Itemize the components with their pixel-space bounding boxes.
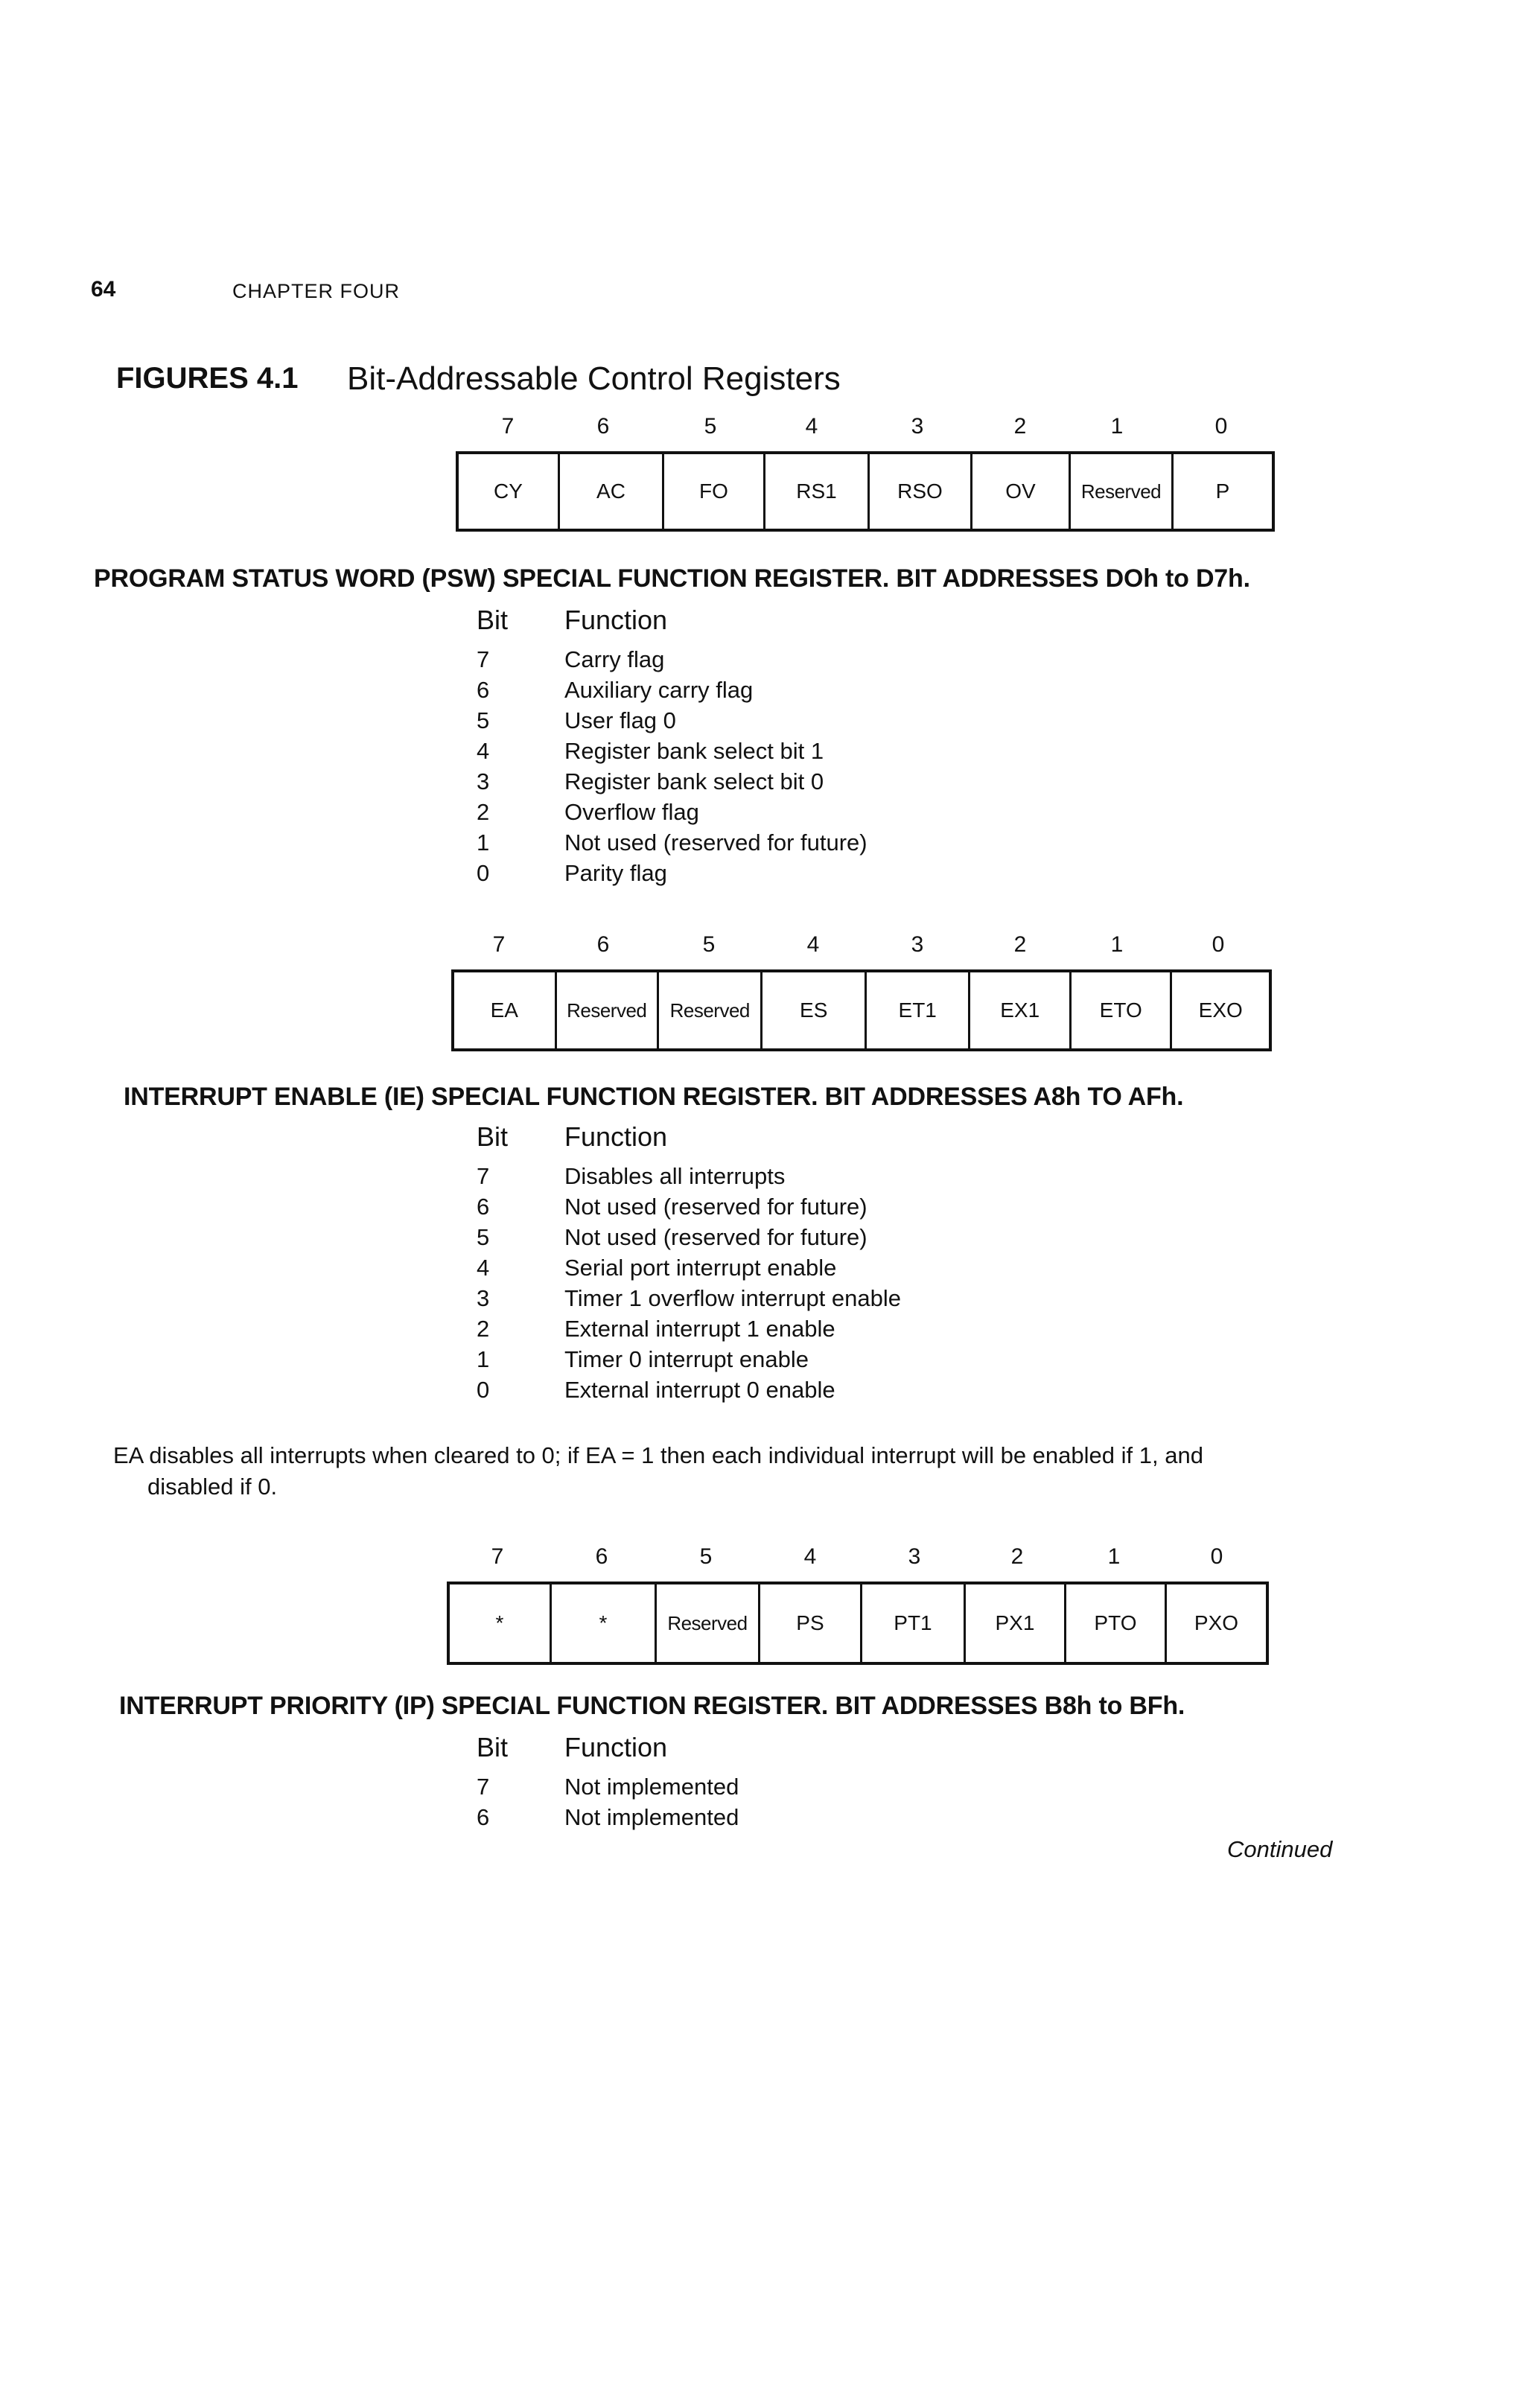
ie-cell-et0: ETO xyxy=(1072,972,1173,1048)
function-column-header: Function xyxy=(564,605,668,635)
ip-cell-ps: PS xyxy=(760,1584,862,1662)
bit-number: 4 xyxy=(806,932,820,957)
bit-number: 5 xyxy=(699,1544,713,1569)
function-text: External interrupt 1 enable xyxy=(564,1316,835,1342)
ip-cell-px0: PXO xyxy=(1194,1611,1239,1634)
bit-column-header: Bit xyxy=(477,605,509,635)
bit-number: 4 xyxy=(805,414,818,439)
bit-column-header: Bit xyxy=(477,1121,509,1152)
psw-register-diagram xyxy=(0,414,1525,541)
function-text: Not used (reserved for future) xyxy=(564,829,867,856)
function-text: Register bank select bit 0 xyxy=(564,768,824,794)
bit-value: 5 xyxy=(477,1224,490,1250)
bit-number: 2 xyxy=(1010,1544,1024,1569)
bit-value: 3 xyxy=(477,768,490,794)
ie-register-diagram xyxy=(0,932,1525,1059)
bit-value: 0 xyxy=(477,1377,490,1403)
bit-value: 1 xyxy=(477,829,490,856)
bit-value: 7 xyxy=(477,1774,490,1800)
ea-note xyxy=(113,1440,1327,1503)
bit-number: 6 xyxy=(595,1544,608,1569)
psw-cell-ov: OV xyxy=(972,454,1071,529)
bit-value: 6 xyxy=(477,677,490,703)
ie-cell-ex1: EX1 xyxy=(970,972,1072,1048)
figure-number: FIGURES 4.1 xyxy=(116,362,299,395)
function-text: Register bank select bit 1 xyxy=(564,738,824,764)
psw-cell-reserved: Reserved xyxy=(1071,454,1174,529)
bit-number: 7 xyxy=(491,1544,504,1569)
ip-register-box xyxy=(447,1582,1269,1665)
table-header xyxy=(477,605,1221,637)
bit-number: 1 xyxy=(1110,414,1124,439)
ip-cell-px1: PX1 xyxy=(966,1584,1066,1662)
page-number: 64 xyxy=(91,277,116,302)
function-text: Not implemented xyxy=(564,1804,739,1830)
bit-number: 0 xyxy=(1212,932,1225,957)
bit-value: 1 xyxy=(477,1346,490,1372)
ie-heading: INTERRUPT ENABLE (IE) SPECIAL FUNCTION REGISTER. BIT ADDRESSES A8h TO AFh. xyxy=(124,1083,1184,1111)
table-header xyxy=(477,1732,1221,1765)
bit-value: 7 xyxy=(477,646,490,672)
bit-number: 6 xyxy=(596,414,610,439)
bit-value: 0 xyxy=(477,860,490,886)
psw-cell-fo: FO xyxy=(664,454,765,529)
bit-column-header: Bit xyxy=(477,1732,509,1762)
bit-number: 4 xyxy=(803,1544,817,1569)
ie-cell-reserved: Reserved xyxy=(659,972,762,1048)
ip-cell-pt1: PT1 xyxy=(862,1584,966,1662)
bit-number: 7 xyxy=(501,414,515,439)
bit-value: 7 xyxy=(477,1163,490,1189)
ie-cell-ex0: EXO xyxy=(1198,998,1243,1022)
bit-value: 5 xyxy=(477,707,490,733)
function-text: Carry flag xyxy=(564,646,665,672)
function-text: Parity flag xyxy=(564,860,667,886)
bit-value: 6 xyxy=(477,1804,490,1830)
table-header xyxy=(477,1121,1221,1154)
bit-value: 6 xyxy=(477,1194,490,1220)
bit-value: 4 xyxy=(477,1255,490,1281)
bit-number: 1 xyxy=(1110,932,1124,957)
continued-label: Continued xyxy=(1227,1836,1333,1862)
function-text: Auxiliary carry flag xyxy=(564,677,754,703)
ie-register-box xyxy=(451,969,1272,1051)
bit-number: 5 xyxy=(702,932,716,957)
ie-cell-reserved: Reserved xyxy=(557,972,660,1048)
function-text: User flag 0 xyxy=(564,707,676,733)
bit-number: 6 xyxy=(596,932,610,957)
bit-value: 2 xyxy=(477,799,490,825)
psw-cell-rs1: RS1 xyxy=(765,454,870,529)
note-line-1: EA disables all interrupts when cleared to 0; if EA = 1 then each individual interrupt will be enabled if 1, and xyxy=(113,1442,1203,1468)
function-text: Serial port interrupt enable xyxy=(564,1255,837,1281)
ip-function-table xyxy=(477,1732,1221,1836)
ip-bit-numbers xyxy=(0,1544,1525,1574)
function-column-header: Function xyxy=(564,1121,668,1152)
psw-heading: PROGRAM STATUS WORD (PSW) SPECIAL FUNCTION REGISTER. BIT ADDRESSES DOh to D7h. xyxy=(94,564,1250,593)
function-text: Not implemented xyxy=(564,1774,739,1800)
ip-cell-pt0: PTO xyxy=(1066,1584,1167,1662)
ip-cell-not-implemented: * xyxy=(552,1584,657,1662)
bit-value: 4 xyxy=(477,738,490,764)
function-text: Timer 0 interrupt enable xyxy=(564,1346,809,1372)
bit-number: 5 xyxy=(704,414,717,439)
function-text: Overflow flag xyxy=(564,799,699,825)
bit-number: 0 xyxy=(1214,414,1228,439)
bit-number: 3 xyxy=(908,1544,921,1569)
bit-number: 1 xyxy=(1107,1544,1121,1569)
ie-cell-et1: ET1 xyxy=(867,972,970,1048)
function-text: External interrupt 0 enable xyxy=(564,1377,835,1403)
chapter-label: CHAPTER FOUR xyxy=(232,280,401,302)
ie-cell-es: ES xyxy=(762,972,866,1048)
ie-function-table xyxy=(477,1121,1221,1419)
ip-register-diagram xyxy=(0,1544,1525,1671)
bit-number: 7 xyxy=(492,932,506,957)
ie-bit-numbers xyxy=(0,932,1525,962)
function-text: Not used (reserved for future) xyxy=(564,1224,867,1250)
psw-function-table xyxy=(477,605,1221,902)
psw-cell-cy: CY xyxy=(459,454,560,529)
bit-number: 2 xyxy=(1013,932,1027,957)
bit-number: 3 xyxy=(911,414,924,439)
ip-cell-not-implemented: * xyxy=(450,1584,552,1662)
function-text: Disables all interrupts xyxy=(564,1163,786,1189)
function-column-header: Function xyxy=(564,1732,668,1762)
psw-register-box xyxy=(456,451,1275,532)
psw-cell-ac: AC xyxy=(560,454,664,529)
bit-number: 3 xyxy=(911,932,924,957)
bit-value: 2 xyxy=(477,1316,490,1342)
ip-cell-reserved: Reserved xyxy=(657,1584,760,1662)
function-text: Not used (reserved for future) xyxy=(564,1194,867,1220)
psw-bit-numbers xyxy=(0,414,1525,444)
psw-cell-p: P xyxy=(1215,480,1230,503)
bit-number: 2 xyxy=(1013,414,1027,439)
note-line-2: disabled if 0. xyxy=(147,1474,278,1500)
figure-title: Bit-Addressable Control Registers xyxy=(347,360,841,397)
psw-cell-rs0: RSO xyxy=(870,454,972,529)
bit-value: 3 xyxy=(477,1285,490,1311)
function-text: Timer 1 overflow interrupt enable xyxy=(564,1285,901,1311)
ip-heading: INTERRUPT PRIORITY (IP) SPECIAL FUNCTION REGISTER. BIT ADDRESSES B8h to BFh. xyxy=(119,1692,1185,1720)
bit-number: 0 xyxy=(1210,1544,1223,1569)
ie-cell-ea: EA xyxy=(454,972,557,1048)
